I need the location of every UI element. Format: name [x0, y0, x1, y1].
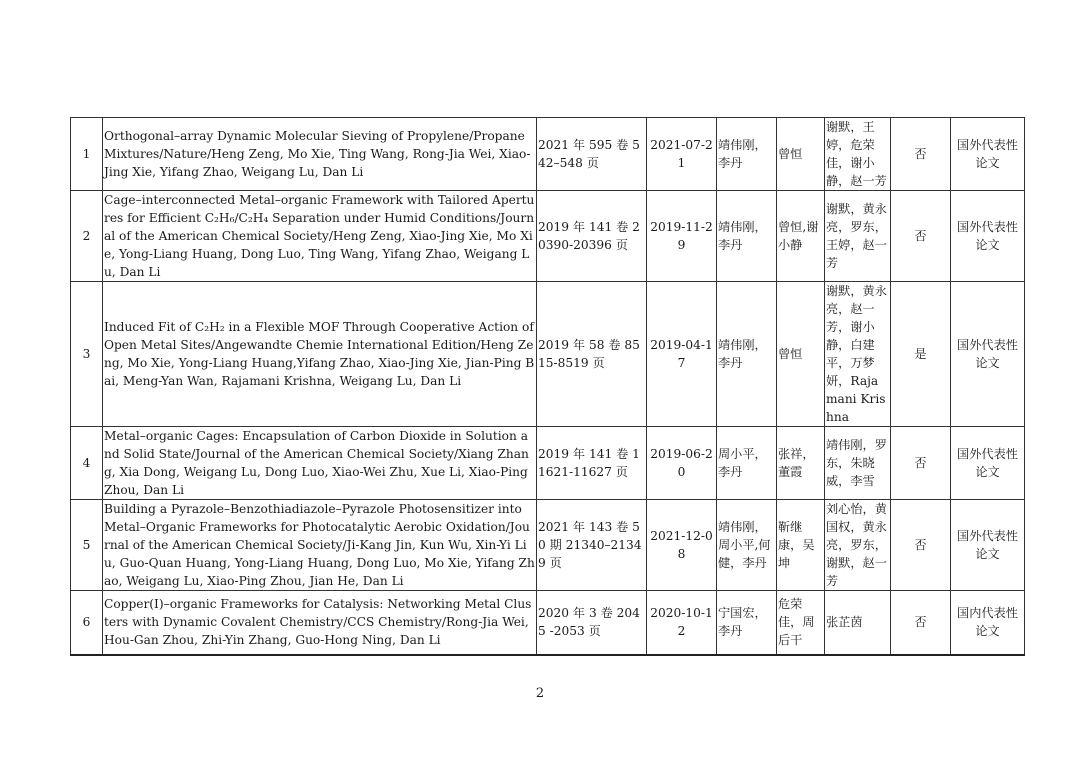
row-number: 2 — [71, 191, 103, 282]
publish-date: 2021-12-08 — [647, 500, 717, 591]
volume-pages: 2021 年 143 卷 50 期 21340–21349 页 — [537, 500, 647, 591]
publish-date: 2020-10-12 — [647, 591, 717, 655]
paper-title: Induced Fit of C₂H₂ in a Flexible MOF Through Cooperative Action of Open Metal Sites/Angewandte Chemie International Edition/Heng Zeng, Mo Xie, Yong-Liang Huang,Yifang Zhao, Xiao-Jing Xie, Jian-Ping Bai, Meng-Yan Wan, Rajamani Krishna, Weigang Lu, Dan Li — [103, 282, 537, 427]
volume-pages: 2020 年 3 卷 2045 -2053 页 — [537, 591, 647, 655]
authors-first: 靳继康，吴坤 — [777, 500, 825, 591]
category-cell: 国外代表性论文 — [951, 118, 1025, 191]
authors-first: 曾恒 — [777, 118, 825, 191]
authors-first: 曾恒,谢小静 — [777, 191, 825, 282]
table-row — [71, 118, 1025, 191]
authors-other: 刘心怡，黄国权，黄永亮，罗东，谢默，赵一芳 — [825, 500, 891, 591]
table-row — [71, 500, 1025, 591]
table-row — [71, 191, 1025, 282]
publish-date: 2019-11-29 — [647, 191, 717, 282]
category-cell: 国外代表性论文 — [951, 282, 1025, 427]
row-number: 4 — [71, 427, 103, 500]
category-cell: 国外代表性论文 — [951, 427, 1025, 500]
flag-cell: 否 — [891, 427, 951, 500]
paper-title: Copper(I)–organic Frameworks for Catalysis: Networking Metal Clusters with Dynamic Covalent Chemistry/CCS Chemistry/Rong-Jia Wei, Hou-Gan Zhou, Zhi-Yin Zhang, Guo-Hong Ning, Dan Li — [103, 591, 537, 655]
volume-pages: 2019 年 141 卷 11621-11627 页 — [537, 427, 647, 500]
page-number: 2 — [535, 686, 545, 701]
flag-cell: 否 — [891, 591, 951, 655]
authors-other: 谢默，黄永亮，赵一芳，谢小静，白建平，万梦妍，Rajamani Krishna — [825, 282, 891, 427]
row-number: 1 — [71, 118, 103, 191]
paper-title: Metal–organic Cages: Encapsulation of Carbon Dioxide in Solution and Solid State/Journal of the American Chemical Society/Xiang Zhang, Xia Dong, Weigang Lu, Dong Luo, Xiao-Wei Zhu, Xue Li, Xiao-Ping Zhou, Dan Li — [103, 427, 537, 500]
volume-pages: 2021 年 595 卷 542–548 页 — [537, 118, 647, 191]
authors-first: 张祥，董霞 — [777, 427, 825, 500]
authors-other: 靖伟刚，罗东，朱晓威，李雪 — [825, 427, 891, 500]
flag-cell: 否 — [891, 191, 951, 282]
table-row — [71, 427, 1025, 500]
authors-first: 危荣佳，周后干 — [777, 591, 825, 655]
authors-corresponding: 靖伟刚，李丹 — [717, 191, 777, 282]
authors-corresponding: 靖伟刚，李丹 — [717, 282, 777, 427]
flag-cell: 否 — [891, 500, 951, 591]
publish-date: 2019-06-20 — [647, 427, 717, 500]
table-row — [71, 282, 1025, 427]
category-cell: 国外代表性论文 — [951, 191, 1025, 282]
row-number: 5 — [71, 500, 103, 591]
publish-date: 2019-04-17 — [647, 282, 717, 427]
authors-corresponding: 周小平，李丹 — [717, 427, 777, 500]
authors-other: 张芷茵 — [825, 591, 891, 655]
table-row — [71, 591, 1025, 655]
flag-cell: 是 — [891, 282, 951, 427]
category-cell: 国内代表性论文 — [951, 591, 1025, 655]
authors-other: 谢默，黄永亮，罗东，王婷，赵一芳 — [825, 191, 891, 282]
paper-title: Orthogonal–array Dynamic Molecular Sieving of Propylene/Propane Mixtures/Nature/Heng Zeng, Mo Xie, Ting Wang, Rong-Jia Wei, Xiao-Jing Xie, Yifang Zhao, Weigang Lu, Dan Li — [103, 118, 537, 191]
authors-corresponding: 宁国宏，李丹 — [717, 591, 777, 655]
category-cell: 国外代表性论文 — [951, 500, 1025, 591]
authors-corresponding: 靖伟刚，周小平,何健，李丹 — [717, 500, 777, 591]
volume-pages: 2019 年 58 卷 8515-8519 页 — [537, 282, 647, 427]
flag-cell: 否 — [891, 118, 951, 191]
authors-first: 曾恒 — [777, 282, 825, 427]
authors-corresponding: 靖伟刚，李丹 — [717, 118, 777, 191]
paper-title: Cage–interconnected Metal–organic Framework with Tailored Apertures for Efficient C₂H₆/C₂H₄ Separation under Humid Conditions/Journal of the American Chemical Society/Heng Zeng, Xiao-Jing Xie, Mo Xie, Yong-Liang Huang, Dong Luo, Ting Wang, Yifang Zhao, Weigang Lu, Dan Li — [103, 191, 537, 282]
publication-table — [70, 117, 1025, 656]
paper-title: Building a Pyrazole–Benzothiadiazole–Pyrazole Photosensitizer into Metal–Organic Frameworks for Photocatalytic Aerobic Oxidation/Journal of the American Chemical Society/Ji-Kang Jin, Kun Wu, Xin-Yi Liu, Guo-Quan Huang, Yong-Liang Huang, Dong Luo, Mo Xie, Yifang Zhao, Weigang Lu, Xiao-Ping Zhou, Jian He, Dan Li — [103, 500, 537, 591]
row-number: 3 — [71, 282, 103, 427]
authors-other: 谢默，王婷，危荣佳，谢小静，赵一芳 — [825, 118, 891, 191]
row-number: 6 — [71, 591, 103, 655]
publish-date: 2021-07-21 — [647, 118, 717, 191]
volume-pages: 2019 年 141 卷 20390-20396 页 — [537, 191, 647, 282]
